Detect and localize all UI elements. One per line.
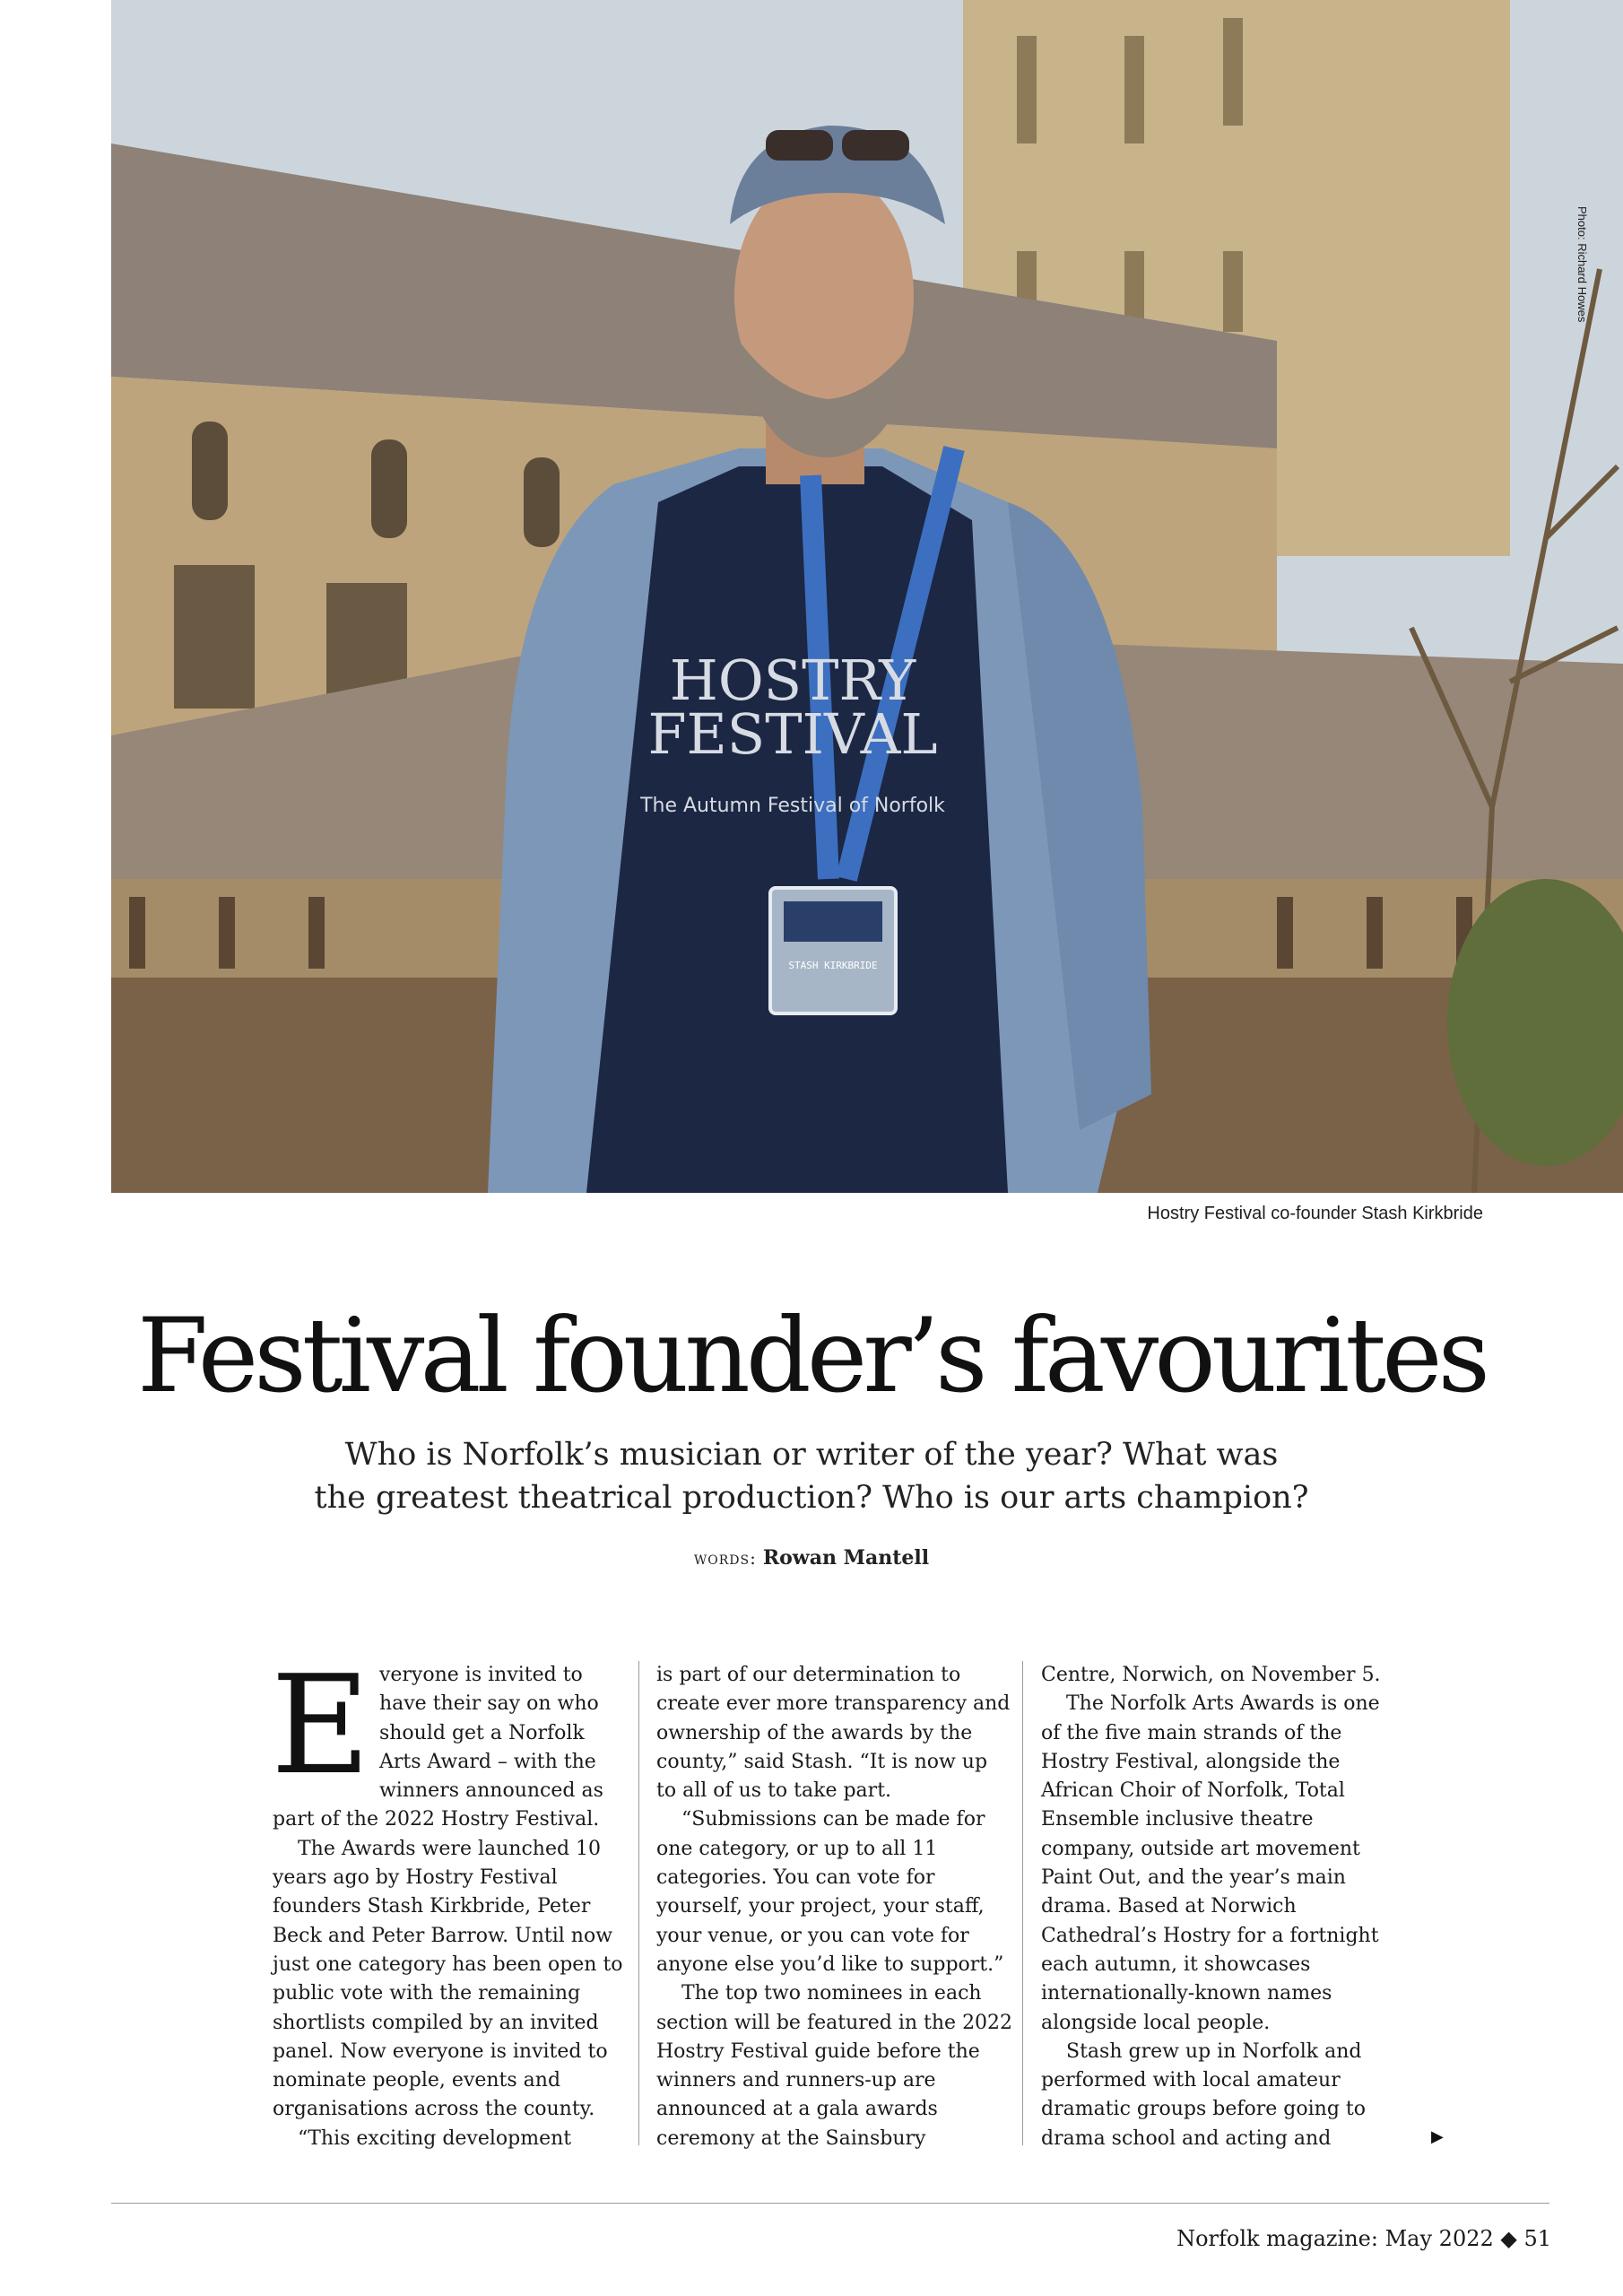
hero-photo [111, 0, 1623, 1193]
paragraph-text: veryone is invited to have their say on who should get a Norfolk Arts Award – with the winners announced as part of the 2022 Hostry Festival. [273, 1664, 603, 1831]
standfirst-line: Who is Norfolk’s musician or writer of the year? What was [344, 1437, 1279, 1473]
byline [0, 1546, 1623, 1570]
article-paragraph: Centre, Norwich, on November 5. [1041, 1664, 1381, 1686]
article-paragraph: Stash grew up in Norfolk and performed with local amateur dramatic groups before going to drama school and acting and [1041, 2039, 1366, 2150]
shirt-logo-line3: The Autumn Festival of Norfolk [640, 795, 945, 817]
article-column-1 [271, 1646, 629, 2153]
byline-label: words: [693, 1547, 757, 1569]
badge-name: STASH KIRKBRIDE [788, 960, 878, 971]
standfirst [0, 1433, 1623, 1519]
drop-cap: E [271, 1646, 370, 1805]
shirt-logo-line2: FESTIVAL [647, 701, 938, 767]
article-column-3 [1041, 1661, 1398, 2153]
headline: Festival founder’s favourites [136, 1296, 1487, 1415]
article-paragraph: “Submissions can be made for one category, or up to all 11 categories. You can vote for yourself, your project, your staff, your venue, or you can vote for anyone else you’d like to support.” [656, 1808, 1004, 1976]
shirt-logo-line1: HOSTRY [669, 648, 916, 713]
footer-rule [111, 2203, 1549, 2204]
article-paragraph: The top two nominees in each section will be featured in the 2022 Hostry Festival guide before the winners and runners-up are announced at a gala awards ceremony at the Sainsbury [656, 1982, 1013, 2150]
article-paragraph: “This exciting development [298, 2126, 572, 2150]
column-rule [1022, 1661, 1023, 2145]
column-rule [638, 1661, 639, 2145]
byline-author: Rowan Mantell [762, 1546, 930, 1570]
photo-caption: Hostry Festival co-founder Stash Kirkbride [1147, 1204, 1483, 1223]
continue-arrow-icon: ▶ [1431, 2127, 1444, 2146]
article-column-2 [656, 1661, 1013, 2153]
article-paragraph: The Norfolk Arts Awards is one of the five main strands of the Hostry Festival, alongside the African Choir of Norfolk, Total Ensemble inclusive theatre company, outside art movement Paint Out, and the year’s main drama. Based at Norwich Cathedral’s Hostry for a fortnight each autumn, it showcases internationally-known names alongside local people. [1041, 1692, 1380, 2034]
page-folio: Norfolk magazine: May 2022 ◆ 51 [1176, 2226, 1551, 2251]
article-paragraph: is part of our determination to create ever more transparency and ownership of the awards by the county,” said Stash. “It is now up to all of us to take part. [656, 1664, 1011, 1803]
photo-credit: Photo: Richard Howes [1575, 206, 1589, 323]
standfirst-line: the greatest theatrical production? Who is our arts champion? [314, 1480, 1309, 1516]
article-paragraph: The Awards were launched 10 years ago by Hostry Festival founders Stash Kirkbride, Peter Beck and Peter Barrow. Until now just one category has been open to public vote with the remaining shortlists compiled by an invited panel. Now everyone is invited to nominate people, events and organisations across the county. [273, 1837, 623, 2121]
article-paragraph [271, 1646, 629, 1835]
photo-illustration [111, 0, 1623, 1193]
